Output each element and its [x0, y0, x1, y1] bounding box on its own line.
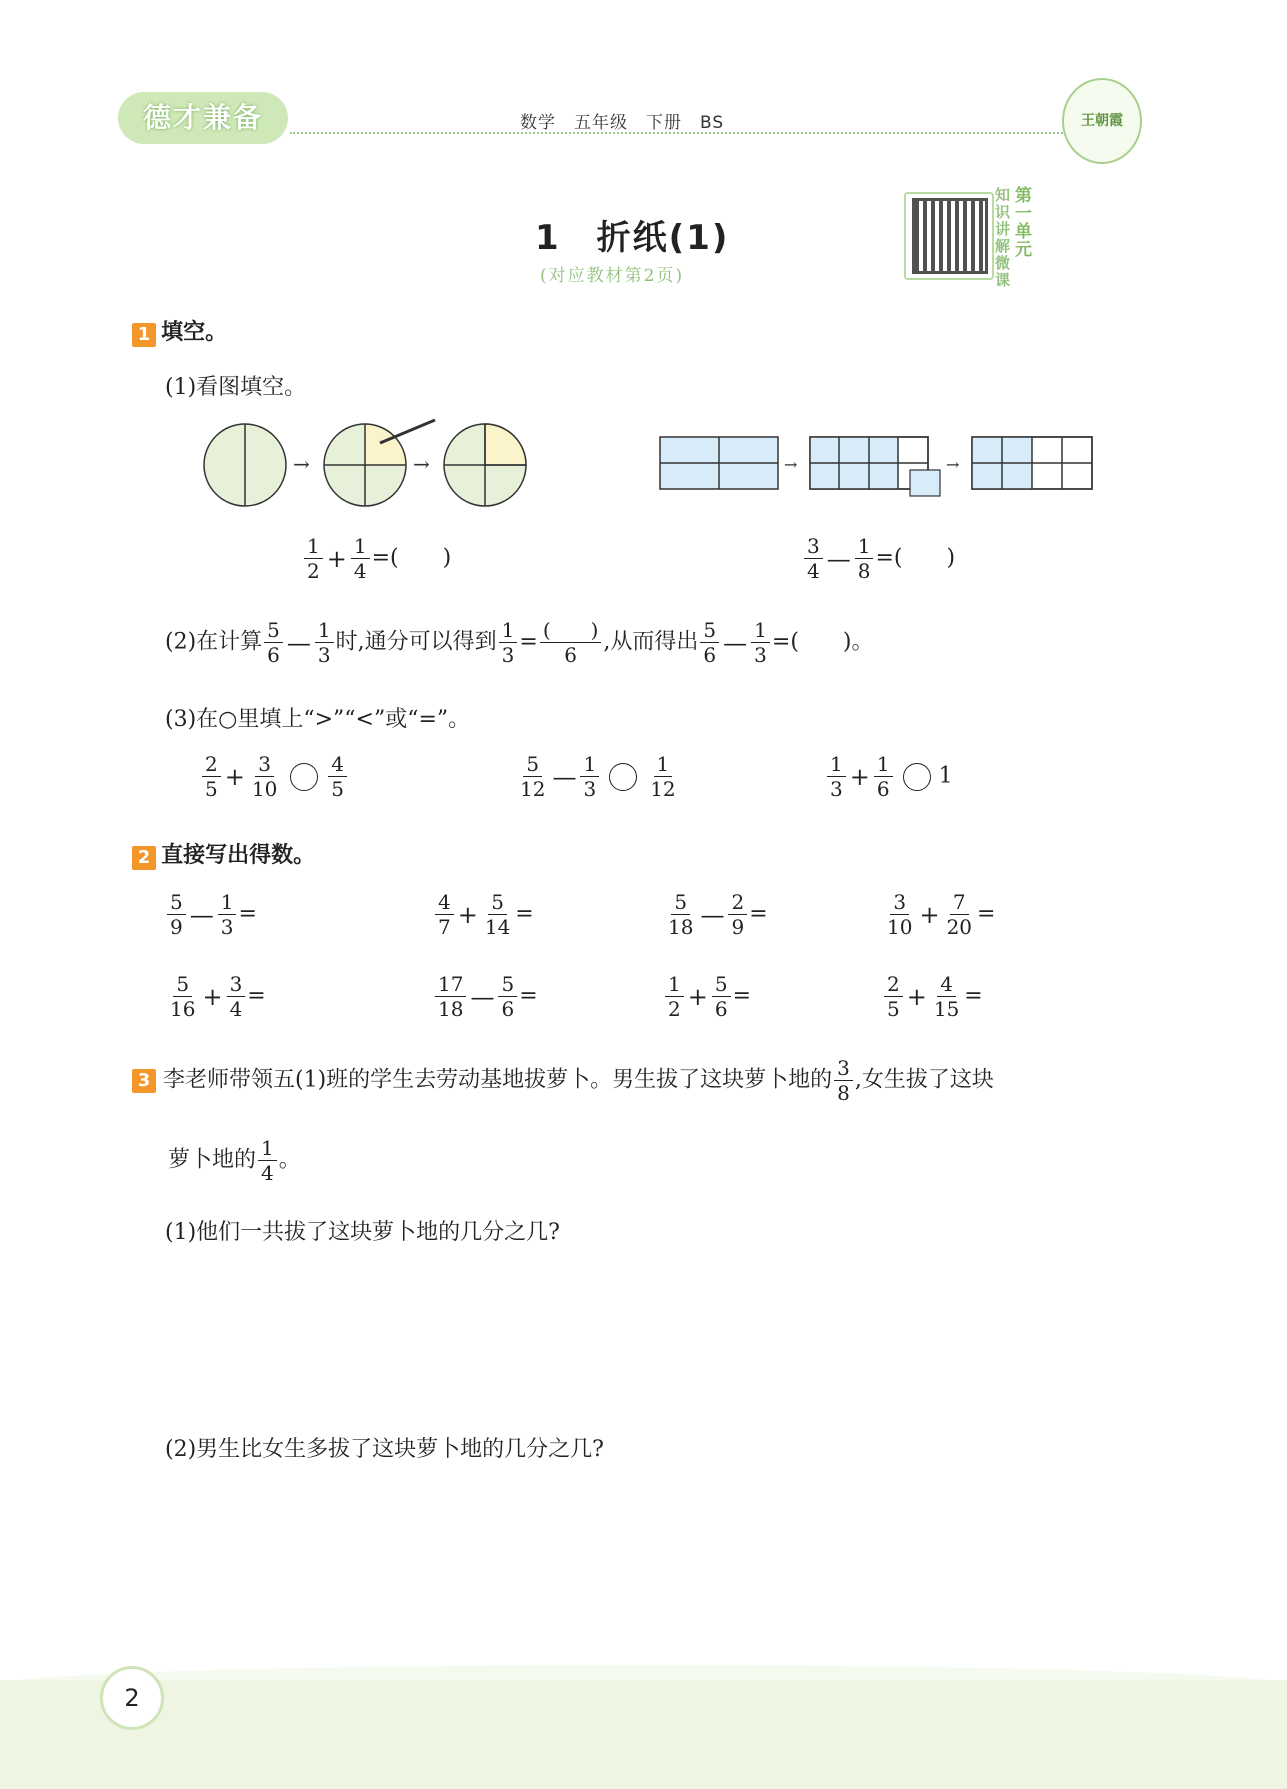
q2-item-8[interactable]: $\frac{2}{5}$ + $\frac{4}{15}$ =: [882, 972, 983, 1021]
q3-problem-line-1: 3 李老师带领五(1)班的学生去劳动基地拔萝卜。男生拔了这块萝卜地的 $\frac{3}{8}$ ,女生拔了这块: [132, 1056, 994, 1105]
rect-eighths: [972, 437, 1092, 489]
rect-quarters: [660, 437, 778, 489]
q1-p1-equation-1[interactable]: $\frac{1}{2}$ + $\frac{1}{4}$ =( ): [302, 534, 451, 583]
compare-circle[interactable]: [290, 763, 318, 791]
unit-label: [995, 187, 1035, 289]
q3-number: 3: [132, 1069, 156, 1093]
q2-item-2[interactable]: $\frac{4}{7}$ + $\frac{5}{14}$ =: [433, 890, 534, 939]
brand-logo: 德才兼备: [118, 92, 288, 144]
q2-item-3[interactable]: $\frac{5}{18}$ — $\frac{2}{9}$ =: [668, 890, 768, 939]
svg-text:→: →: [293, 452, 310, 476]
q1-p3-compare-2[interactable]: $\frac{5}{12}$ — $\frac{1}{3}$ $\frac{1}{12}$: [520, 752, 676, 801]
q1-p2-line[interactable]: (2)在计算 $\frac{5}{6}$ — $\frac{1}{3}$ 时,通分可以得到 $\frac{1}{3}$ = $\frac{( )}{6}$ ,从而得出 $\frac{5}{6}$ — $\frac{1}{3}$ =( )。: [165, 618, 874, 667]
q2-heading: 直接写出得数。: [161, 843, 316, 868]
svg-text:→: →: [413, 452, 430, 476]
q3-answer-area-2[interactable]: [165, 1478, 1115, 1638]
q1-p3-compare-3[interactable]: $\frac{1}{3}$ + $\frac{1}{6}$ 1: [825, 752, 953, 801]
page-number: 2: [100, 1666, 164, 1730]
q1-header: [132, 315, 227, 347]
q2-header: [132, 838, 315, 870]
q2-item-7[interactable]: $\frac{1}{2}$ + $\frac{5}{6}$ =: [663, 972, 751, 1021]
q3-sub-question-1: (1)他们一共拔了这块萝卜地的几分之几?: [165, 1220, 560, 1245]
q2-number: 2: [132, 846, 156, 870]
circle-folding-figure: [195, 415, 545, 515]
q2-item-4[interactable]: $\frac{3}{10}$ + $\frac{7}{20}$ =: [887, 890, 996, 939]
circle-quarters: [444, 424, 526, 506]
micro-lesson-label: 知识讲解微课: [995, 186, 1011, 289]
q2-item-6[interactable]: $\frac{17}{18}$ — $\frac{5}{6}$ =: [433, 972, 538, 1021]
q3-sub-question-2: (2)男生比女生多拔了这块萝卜地的几分之几?: [165, 1437, 604, 1462]
q2-item-1[interactable]: $\frac{5}{9}$ — $\frac{1}{3}$ =: [165, 890, 257, 939]
q3-answer-area-1[interactable]: [165, 1260, 1115, 1410]
footer-decoration: [0, 1680, 1287, 1789]
q2-item-5[interactable]: $\frac{5}{16}$ + $\frac{3}{4}$ =: [170, 972, 266, 1021]
q1-heading: 填空。: [161, 320, 228, 345]
unit-name: 第一单元: [1015, 186, 1032, 260]
svg-text:→: →: [784, 455, 798, 474]
svg-text:→: →: [946, 455, 960, 474]
compare-circle[interactable]: [903, 763, 931, 791]
q1-p1-equation-2[interactable]: $\frac{3}{4}$ — $\frac{1}{8}$ =( ): [802, 534, 955, 583]
author-badge: 王朝霞: [1062, 78, 1142, 164]
rect-eighths-folding: [810, 437, 940, 496]
q1-p1-label: (1)看图填空。: [165, 375, 307, 400]
q1-number: 1: [132, 323, 156, 347]
q3-problem-line-2: 萝卜地的 $\frac{1}{4}$ 。: [168, 1136, 301, 1185]
rectangle-folding-figure: [658, 432, 1098, 502]
page-title: 1 折纸(1): [535, 218, 730, 258]
compare-circle[interactable]: [609, 763, 637, 791]
subject-line: 数学 五年级 下册 BS: [520, 113, 725, 133]
q1-p3-label: (3)在○里填上“>”“<”或“=”。: [165, 707, 471, 732]
q1-p3-compare-1[interactable]: $\frac{2}{5}$ + $\frac{3}{10}$ $\frac{4}{5}$: [200, 752, 349, 801]
qr-code-icon[interactable]: [912, 198, 988, 274]
page-subtitle: (对应教材第2页): [540, 266, 685, 286]
